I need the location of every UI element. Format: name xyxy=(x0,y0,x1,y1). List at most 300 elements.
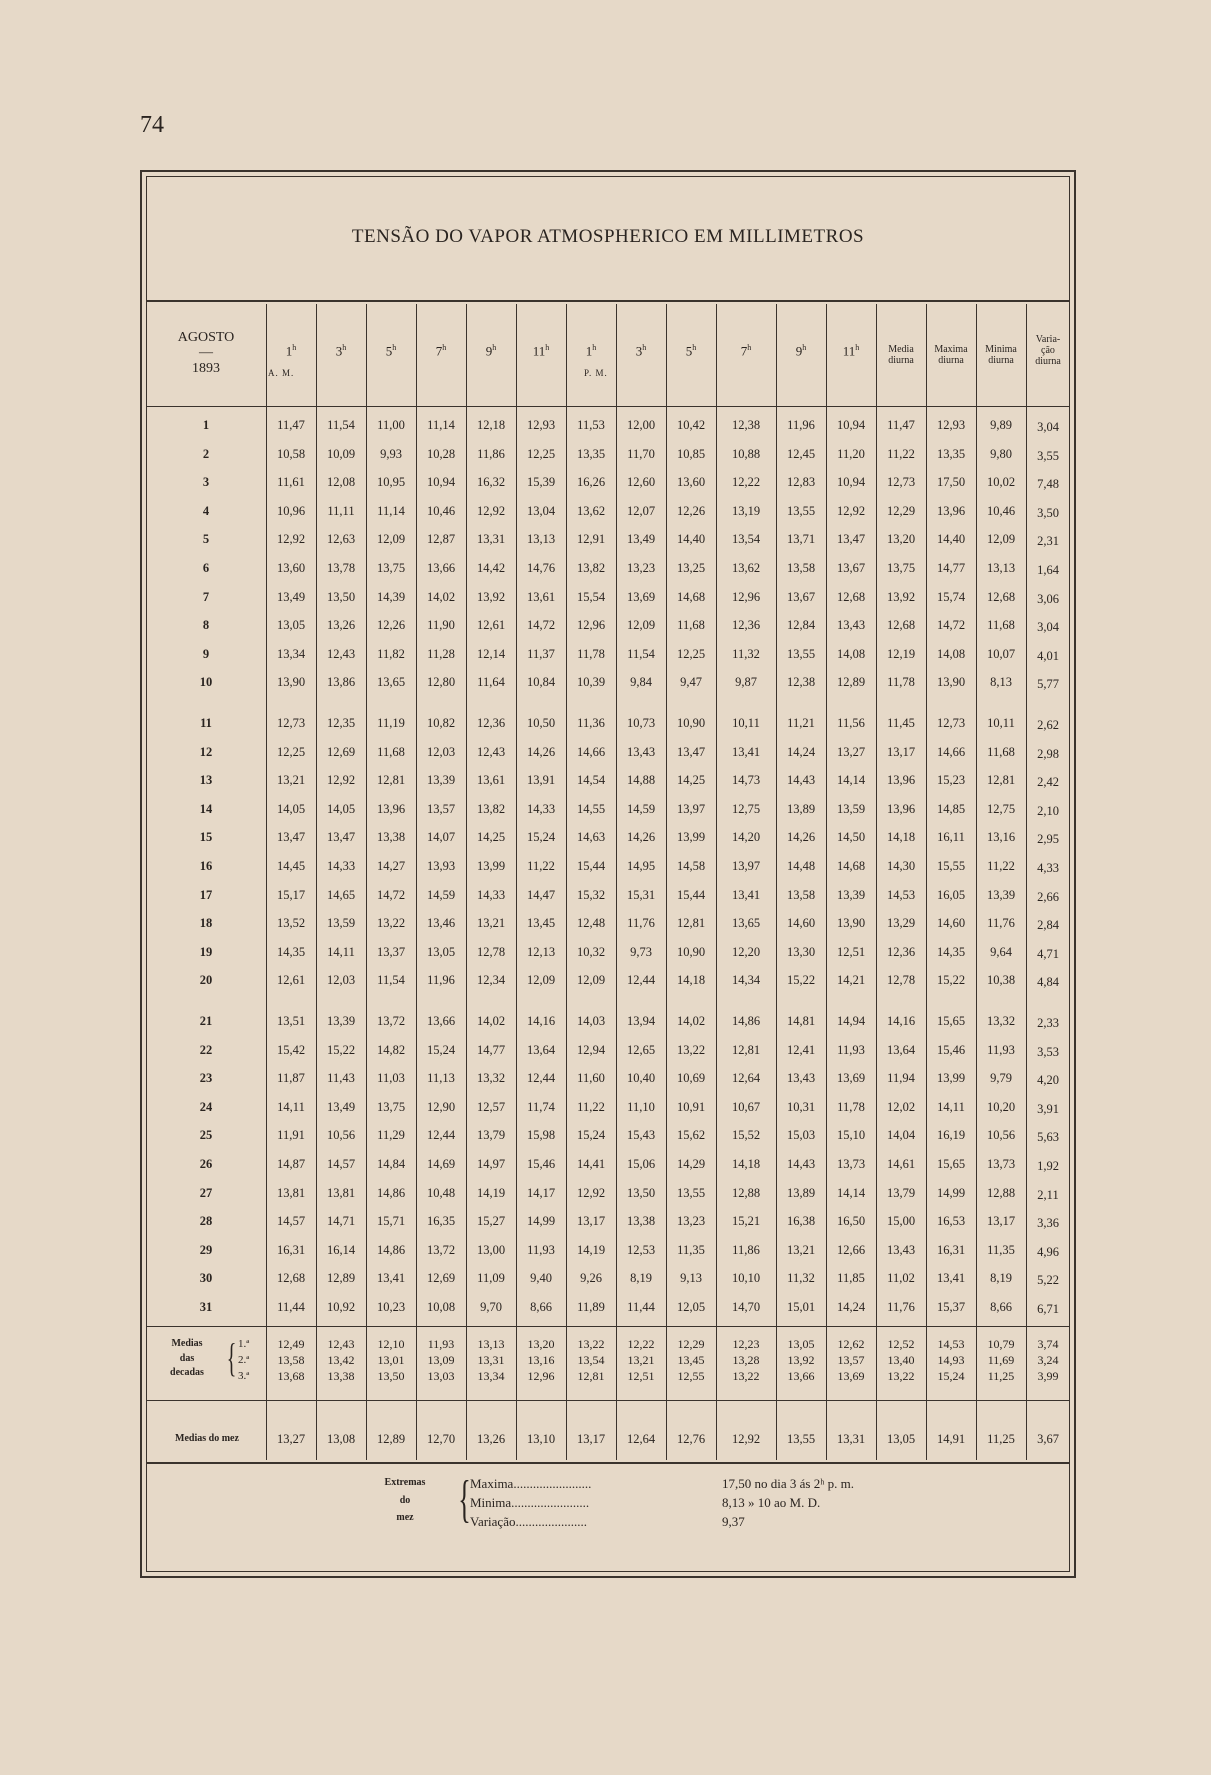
table-cell: 13,19 xyxy=(731,503,761,518)
table-cell: 16,14 xyxy=(326,1242,356,1257)
table-cell: 9,84 xyxy=(630,675,652,690)
table-cell: 16,31 xyxy=(276,1242,306,1257)
table-cell: 15,22 xyxy=(936,973,966,988)
table-cell: 2,95 xyxy=(1037,832,1059,847)
row-day-label: 18 xyxy=(199,916,213,931)
table-cell: 3,36 xyxy=(1037,1216,1059,1231)
table-cell: 16,19 xyxy=(936,1128,966,1143)
table-cell: 12,75 xyxy=(986,801,1016,816)
extremas-label xyxy=(376,1474,434,1527)
table-cell: 14,27 xyxy=(376,859,406,873)
header-var-line3: diurna xyxy=(1035,356,1061,367)
table-cell: 10,73 xyxy=(626,716,656,730)
table-cell: 14,14 xyxy=(836,773,866,788)
table-cell: 13,97 xyxy=(731,859,761,873)
decada-cell: 14,53 xyxy=(937,1337,965,1351)
table-cell: 11,20 xyxy=(837,446,865,461)
header-hour-6: 11$^h$ xyxy=(532,343,550,359)
table-cell: 12,96 xyxy=(576,618,606,633)
table-cell: 12,19 xyxy=(886,646,916,661)
table-cell: 12,09 xyxy=(576,973,606,988)
table-cell: 14,11 xyxy=(277,1099,305,1114)
table-cell: 9,26 xyxy=(580,1271,602,1286)
header-hour-suffix: h xyxy=(692,343,697,352)
table-cell: 14,54 xyxy=(576,773,606,788)
header-maxima-diurna xyxy=(926,344,976,366)
table-cell: 13,38 xyxy=(376,830,406,845)
table-cell: 14,02 xyxy=(426,589,456,604)
row-day-label: 31 xyxy=(199,1300,213,1314)
table-cell: 11,37 xyxy=(527,646,555,661)
table-cell: 14,81 xyxy=(786,1014,816,1028)
table-cell: 13,47 xyxy=(326,830,356,845)
mez-cell: 13,55 xyxy=(786,1432,816,1446)
table-cell: 14,50 xyxy=(836,830,866,845)
extrema-value-minima: 8,13 » 10 ao M. D. xyxy=(722,1495,821,1511)
table-cell: 4,33 xyxy=(1037,861,1059,875)
table-cell: 11,54 xyxy=(377,973,405,988)
table-cell: 13,71 xyxy=(786,532,816,547)
table-cell: 9,13 xyxy=(680,1271,702,1286)
table-cell: 12,09 xyxy=(526,973,556,988)
table-cell: 16,32 xyxy=(476,475,506,490)
table-cell: 10,56 xyxy=(326,1128,356,1143)
decada-cell: 3,24 xyxy=(1037,1353,1059,1367)
decada-cell: 13,50 xyxy=(377,1369,405,1383)
header-hour-suffix: h xyxy=(342,343,347,352)
header-hour-1: 1$^h$ xyxy=(285,343,297,359)
table-cell: 14,73 xyxy=(731,773,761,788)
table-cell: 15,01 xyxy=(786,1300,816,1314)
table-cell: 4,71 xyxy=(1037,946,1059,961)
table-cell: 12,03 xyxy=(426,744,456,759)
table-cell: 13,62 xyxy=(576,503,606,518)
table-cell: 11,68 xyxy=(377,744,405,759)
table-cell: 12,44 xyxy=(426,1128,456,1143)
decadas-label xyxy=(148,1337,226,1381)
table-cell: 12,94 xyxy=(576,1042,606,1057)
table-cell: 14,68 xyxy=(676,589,706,604)
header-minima-diurna xyxy=(976,344,1026,366)
table-cell: 15,37 xyxy=(936,1300,966,1314)
table-cell: 11,87 xyxy=(277,1071,305,1086)
header-media-line2: diurna xyxy=(888,355,914,366)
decada-cell: 13,57 xyxy=(837,1353,865,1367)
table-cell: 12,93 xyxy=(526,418,556,432)
decada-cell: 13,05 xyxy=(787,1337,815,1351)
table-cell: 14,11 xyxy=(327,944,355,959)
table-cell: 12,43 xyxy=(476,744,506,759)
table-cell: 13,73 xyxy=(986,1157,1016,1171)
table-cell: 10,96 xyxy=(276,503,306,518)
table-cell: 11,14 xyxy=(377,503,405,518)
table-cell: 14,18 xyxy=(886,830,916,845)
table-cell: 12,44 xyxy=(526,1071,556,1086)
table-cell: 14,47 xyxy=(526,887,556,902)
table-cell: 16,50 xyxy=(836,1214,866,1229)
table-cell: 13,90 xyxy=(936,675,966,690)
table-cell: 12,80 xyxy=(426,675,456,690)
table-cell: 10,58 xyxy=(276,446,306,461)
row-day-label: 21 xyxy=(199,1014,213,1028)
table-cell: 2,10 xyxy=(1037,803,1059,818)
table-cell: 14,33 xyxy=(526,801,556,816)
table-cell: 14,66 xyxy=(576,744,606,759)
table-cell: 1,64 xyxy=(1037,563,1059,577)
table-cell: 12,43 xyxy=(326,646,356,661)
table-cell: 13,21 xyxy=(786,1242,816,1257)
decada-cell: 13,21 xyxy=(627,1353,655,1367)
table-cell: 14,63 xyxy=(576,830,606,845)
header-hour-suffix: h xyxy=(855,343,860,352)
header-hour-suffix: h xyxy=(442,343,447,352)
table-cell: 14,43 xyxy=(786,1157,816,1171)
table-cell: 14,07 xyxy=(426,830,456,845)
row-day-label: 11 xyxy=(200,716,212,730)
table-cell: 13,93 xyxy=(426,859,456,873)
header-pm: P. M. xyxy=(584,368,608,378)
row-day-label: 23 xyxy=(199,1071,213,1086)
table-cell: 13,30 xyxy=(786,944,816,959)
decada-cell: 13,54 xyxy=(577,1353,605,1367)
table-cell: 10,90 xyxy=(676,944,706,959)
table-cell: 15,44 xyxy=(676,887,706,902)
table-cell: 12,92 xyxy=(326,773,356,788)
table-cell: 13,81 xyxy=(276,1185,306,1200)
table-cell: 15,54 xyxy=(576,589,606,604)
table-cell: 14,69 xyxy=(426,1157,456,1171)
table-cell: 9,70 xyxy=(480,1300,502,1314)
table-cell: 12,38 xyxy=(786,675,816,690)
decada-name-3: 3.ª xyxy=(238,1369,250,1382)
table-cell: 15,17 xyxy=(276,887,306,902)
table-cell: 14,85 xyxy=(936,801,966,816)
row-day-label: 1 xyxy=(202,418,210,432)
decada-cell: 15,24 xyxy=(937,1369,965,1383)
row-day-label: 12 xyxy=(199,744,213,759)
table-cell: 15,24 xyxy=(576,1128,606,1143)
table-cell: 13,43 xyxy=(786,1071,816,1086)
table-cell: 10,38 xyxy=(986,973,1016,988)
decada-cell: 13,66 xyxy=(787,1369,815,1383)
table-cell: 14,05 xyxy=(326,801,356,816)
header-hour-10: 7$^h$ xyxy=(740,343,752,359)
table-cell: 14,68 xyxy=(836,859,866,873)
table-cell: 11,44 xyxy=(277,1300,305,1314)
mez-cell: 13,17 xyxy=(576,1432,606,1446)
extrema-value-maxima: 17,50 no dia 3 ás 2ʰ p. m. xyxy=(722,1476,854,1491)
table-cell: 5,63 xyxy=(1037,1130,1059,1145)
table-cell: 6,71 xyxy=(1037,1302,1059,1316)
table-cell: 12,83 xyxy=(786,475,816,490)
decada-cell: 13,20 xyxy=(527,1337,555,1351)
table-cell: 15,43 xyxy=(626,1128,656,1143)
table-cell: 11,43 xyxy=(327,1071,355,1086)
decada-name-2: 2.ª xyxy=(238,1353,250,1366)
table-cell: 12,44 xyxy=(626,973,656,988)
table-cell: 13,41 xyxy=(936,1271,966,1286)
table-cell: 12,53 xyxy=(626,1242,656,1257)
decada-cell: 13,31 xyxy=(477,1353,505,1367)
table-cell: 9,73 xyxy=(630,944,652,959)
table-cell: 15,65 xyxy=(936,1014,966,1028)
decadas-label-line3: decadas xyxy=(170,1367,204,1378)
table-cell: 14,70 xyxy=(731,1300,761,1314)
table-cell: 14,41 xyxy=(576,1157,606,1171)
table-cell: 14,60 xyxy=(786,916,816,931)
table-cell: 13,61 xyxy=(476,773,506,788)
row-day-label: 7 xyxy=(202,589,210,604)
table-cell: 14,03 xyxy=(576,1014,606,1028)
table-cell: 9,89 xyxy=(990,418,1012,432)
table-cell: 14,71 xyxy=(326,1214,356,1229)
table-cell: 14,24 xyxy=(786,744,816,759)
table-cell: 14,77 xyxy=(936,561,966,575)
table-cell: 11,21 xyxy=(787,716,815,730)
table-cell: 14,21 xyxy=(836,973,866,988)
table-cell: 12,26 xyxy=(676,503,706,518)
table-cell: 11,86 xyxy=(732,1242,760,1257)
decada-cell: 12,29 xyxy=(677,1337,705,1351)
table-cell: 10,32 xyxy=(576,944,606,959)
table-cell: 13,17 xyxy=(986,1214,1016,1229)
table-cell: 15,24 xyxy=(526,830,556,845)
table-cell: 11,61 xyxy=(277,475,305,490)
table-cell: 13,49 xyxy=(276,589,306,604)
table-cell: 13,49 xyxy=(626,532,656,547)
decada-cell: 12,10 xyxy=(377,1337,405,1351)
table-cell: 13,43 xyxy=(836,618,866,633)
table-cell: 15,10 xyxy=(836,1128,866,1143)
table-cell: 12,69 xyxy=(426,1271,456,1286)
row-day-label: 8 xyxy=(202,618,210,633)
table-cell: 12,88 xyxy=(731,1185,761,1200)
table-cell: 12,07 xyxy=(626,503,656,518)
decada-cell: 12,52 xyxy=(887,1337,915,1351)
table-cell: 14,17 xyxy=(526,1185,556,1200)
table-cell: 2,33 xyxy=(1037,1016,1059,1030)
table-cell: 11,68 xyxy=(987,618,1015,633)
table-cell: 14,72 xyxy=(376,887,406,902)
decada-cell: 13,28 xyxy=(732,1353,760,1367)
table-cell: 13,52 xyxy=(276,916,306,931)
table-cell: 4,20 xyxy=(1037,1073,1059,1088)
table-cell: 3,04 xyxy=(1037,420,1059,434)
extrema-name-variacao: Variação...................... xyxy=(470,1514,587,1530)
table-cell: 14,48 xyxy=(786,859,816,873)
table-cell: 13,73 xyxy=(836,1157,866,1171)
row-day-label: 25 xyxy=(199,1128,213,1143)
row-day-label: 2 xyxy=(202,446,210,461)
table-cell: 14,60 xyxy=(936,916,966,931)
decada-cell: 13,45 xyxy=(677,1353,705,1367)
table-cell: 12,90 xyxy=(426,1099,456,1114)
table-cell: 14,26 xyxy=(626,830,656,845)
table-cell: 11,94 xyxy=(887,1071,915,1086)
table-cell: 14,25 xyxy=(476,830,506,845)
table-cell: 11,53 xyxy=(577,418,605,432)
header-hour-suffix: h xyxy=(392,343,397,352)
header-minima-line2: diurna xyxy=(988,355,1014,366)
header-hour-9: 5$^h$ xyxy=(685,343,697,359)
table-cell: 15,55 xyxy=(936,859,966,873)
table-cell: 14,61 xyxy=(886,1157,916,1171)
page-number: 74 xyxy=(140,112,164,138)
mez-bottom-rule xyxy=(146,1462,1070,1464)
table-cell: 1,92 xyxy=(1037,1159,1059,1173)
table-cell: 11,29 xyxy=(377,1128,405,1143)
decada-cell: 13,03 xyxy=(427,1369,455,1383)
table-cell: 10,42 xyxy=(676,418,706,432)
table-cell: 13,41 xyxy=(731,744,761,759)
table-cell: 11,14 xyxy=(427,418,455,432)
table-cell: 13,99 xyxy=(936,1071,966,1086)
table-cell: 13,75 xyxy=(886,561,916,575)
table-cell: 13,17 xyxy=(576,1214,606,1229)
table-cell: 13,25 xyxy=(676,561,706,575)
mez-cell: 12,76 xyxy=(676,1432,706,1446)
mez-cell: 12,89 xyxy=(376,1432,406,1446)
table-cell: 9,80 xyxy=(990,446,1012,461)
decada-cell: 13,13 xyxy=(477,1337,505,1351)
table-cell: 14,35 xyxy=(276,944,306,959)
row-day-label: 26 xyxy=(199,1157,213,1171)
decadas-label-line1: Medias xyxy=(171,1338,203,1349)
table-cell: 15,44 xyxy=(576,859,606,873)
table-cell: 13,65 xyxy=(731,916,761,931)
table-cell: 14,18 xyxy=(731,1157,761,1171)
mez-cell: 14,91 xyxy=(936,1432,966,1446)
table-cell: 11,22 xyxy=(577,1099,605,1114)
header-hour-suffix: h xyxy=(545,343,550,352)
table-cell: 11,11 xyxy=(327,503,355,518)
mez-cell: 13,26 xyxy=(476,1432,506,1446)
table-cell: 13,94 xyxy=(626,1014,656,1028)
table-cell: 12,96 xyxy=(731,589,761,604)
table-cell: 12,81 xyxy=(376,773,406,788)
table-cell: 13,32 xyxy=(476,1071,506,1086)
table-cell: 14,02 xyxy=(476,1014,506,1028)
table-cell: 11,74 xyxy=(527,1099,555,1114)
table-cell: 13,41 xyxy=(376,1271,406,1286)
table-cell: 12,88 xyxy=(986,1185,1016,1200)
table-cell: 13,65 xyxy=(376,675,406,690)
table-cell: 10,69 xyxy=(676,1071,706,1086)
decadas-brace: { xyxy=(226,1335,237,1380)
header-am: A. M. xyxy=(268,368,295,378)
table-cell: 14,29 xyxy=(676,1157,706,1171)
table-cell: 14,18 xyxy=(676,973,706,988)
table-cell: 14,05 xyxy=(276,801,306,816)
table-cell: 9,79 xyxy=(990,1071,1012,1086)
table-cell: 12,78 xyxy=(886,973,916,988)
header-hour-suffix: h xyxy=(292,343,297,352)
table-cell: 13,47 xyxy=(676,744,706,759)
table-cell: 13,92 xyxy=(886,589,916,604)
table-cell: 11,60 xyxy=(577,1071,605,1086)
table-cell: 12,22 xyxy=(731,475,761,490)
table-cell: 12,13 xyxy=(526,944,556,959)
table-cell: 13,99 xyxy=(476,859,506,873)
table-cell: 9,40 xyxy=(530,1271,552,1286)
table-cell: 11,93 xyxy=(987,1042,1015,1057)
table-cell: 14,86 xyxy=(731,1014,761,1028)
row-day-label: 10 xyxy=(199,675,213,690)
table-cell: 13,79 xyxy=(476,1128,506,1143)
table-cell: 11,22 xyxy=(887,446,915,461)
table-cell: 16,38 xyxy=(786,1214,816,1229)
table-cell: 12,68 xyxy=(886,618,916,633)
table-cell: 12,41 xyxy=(786,1042,816,1057)
table-cell: 12,36 xyxy=(731,618,761,633)
table-cell: 10,50 xyxy=(526,716,556,730)
table-cell: 13,58 xyxy=(786,887,816,902)
table-cell: 2,11 xyxy=(1037,1187,1059,1202)
table-cell: 13,72 xyxy=(376,1014,406,1028)
decadas-bottom-rule xyxy=(146,1400,1070,1401)
table-cell: 14,33 xyxy=(476,887,506,902)
table-cell: 13,22 xyxy=(676,1042,706,1057)
decada-cell: 13,92 xyxy=(787,1353,815,1367)
table-cell: 13,82 xyxy=(576,561,606,575)
table-cell: 13,96 xyxy=(886,773,916,788)
table-cell: 11,54 xyxy=(327,418,355,432)
table-cell: 12,34 xyxy=(476,973,506,988)
table-cell: 11,13 xyxy=(427,1071,455,1086)
table-cell: 10,28 xyxy=(426,446,456,461)
table-cell: 13,26 xyxy=(326,618,356,633)
table-cell: 15,22 xyxy=(326,1042,356,1057)
decada-cell: 13,38 xyxy=(327,1369,355,1383)
header-minima-line1: Minima xyxy=(985,344,1017,355)
decada-cell: 13,09 xyxy=(427,1353,455,1367)
table-cell: 12,09 xyxy=(986,532,1016,547)
table-cell: 11,00 xyxy=(377,418,405,432)
table-cell: 3,50 xyxy=(1037,505,1059,520)
table-cell: 12,78 xyxy=(476,944,506,959)
table-cell: 10,46 xyxy=(426,503,456,518)
table-cell: 15,03 xyxy=(786,1128,816,1143)
table-cell: 11,64 xyxy=(477,675,505,690)
decada-cell: 3,99 xyxy=(1037,1369,1059,1383)
row-day-label: 9 xyxy=(202,646,210,661)
table-cell: 4,01 xyxy=(1037,648,1059,663)
decada-cell: 12,22 xyxy=(627,1337,655,1351)
table-cell: 11,93 xyxy=(527,1242,555,1257)
table-cell: 13,41 xyxy=(731,887,761,902)
table-cell: 8,13 xyxy=(990,675,1012,690)
decadas-label-line2: das xyxy=(179,1352,195,1364)
table-cell: 2,42 xyxy=(1037,775,1059,790)
table-cell: 14,42 xyxy=(476,561,506,575)
table-cell: 13,92 xyxy=(476,589,506,604)
row-day-label: 28 xyxy=(199,1214,213,1229)
table-cell: 2,62 xyxy=(1037,718,1059,732)
table-cell: 11,35 xyxy=(987,1242,1015,1257)
table-cell: 14,40 xyxy=(936,532,966,547)
table-cell: 13,05 xyxy=(276,618,306,633)
table-cell: 12,57 xyxy=(476,1099,506,1114)
table-cell: 13,59 xyxy=(326,916,356,931)
table-cell: 3,53 xyxy=(1037,1044,1059,1059)
row-day-label: 20 xyxy=(199,973,213,988)
table-cell: 12,36 xyxy=(476,716,506,730)
table-cell: 12,63 xyxy=(326,532,356,547)
table-cell: 15,98 xyxy=(526,1128,556,1143)
table-cell: 14,08 xyxy=(936,646,966,661)
table-cell: 11,32 xyxy=(732,646,760,661)
table-cell: 12,64 xyxy=(731,1071,761,1086)
